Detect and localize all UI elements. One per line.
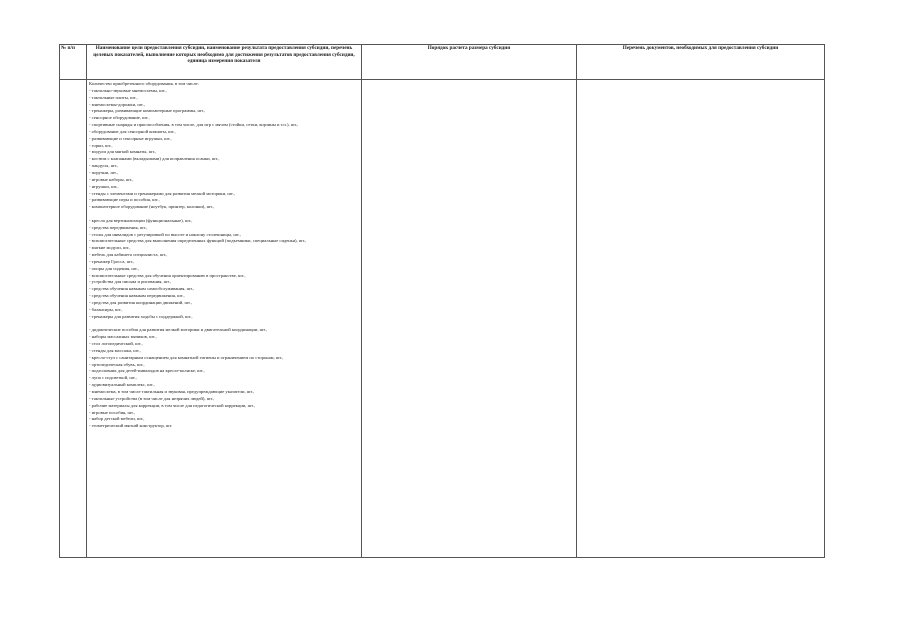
list-item: - средства обучения навыкам передвижения, шт., (89, 293, 185, 299)
list-item: - игровые наборы, шт., (89, 176, 134, 182)
list-item: - развивающие и сенсорные игрушки, шт., (89, 135, 172, 141)
list-item: - горки, шт., (89, 142, 113, 148)
list-item: - рабочие материалы для коррекции, в том числе для педагогической коррекции, шт., (89, 402, 256, 408)
cell-documents (577, 80, 825, 558)
list-item: - тактильные устройства (в том числе для незрячих людей), шт., (89, 395, 215, 401)
subsidy-table (59, 44, 825, 558)
list-item: - мебель для кабинета специалиста, шт., (89, 252, 168, 258)
list-item: - кресло-стул с санитарным оснащением для комнатной гигиены и ограничением по сторонам, шт., (89, 354, 284, 360)
list-item: - поручни, шт., (89, 169, 118, 175)
list-item: - развивающие игры и пособия, шт., (89, 197, 160, 203)
list-item: - средства для развития координации движений, шт., (89, 300, 192, 305)
list-item: - балансиры, шт., (89, 306, 123, 312)
list-item: - мнемосхемы-дорожки, шт., (89, 101, 145, 107)
list-item: - кресла для вертикализации (функциональные), шт., (89, 217, 193, 223)
list-item: - стенды для массажа, шт., (89, 347, 141, 353)
list-item: - набор детской мебели, шт., (89, 416, 145, 422)
list-item: - наборы массажных мячиков, шт., (89, 334, 157, 340)
header-documents: Перечень документов, необходимых для предоставления субсидии (577, 45, 825, 80)
header-name: Наименование цели предоставления субсидии, наименование результата предоставления субсидии, перечень целевых показателей, выполнение которых необходимо для достижения результатов предоставления субсидии, единица измерения показателя (87, 45, 362, 80)
list-item: - спортивные снаряды и приспособления, в том числе, для игр с мячом (стойки, сетки, корзины и т.п.), шт., (89, 122, 299, 128)
list-item: - мягкие модули, шт., (89, 245, 131, 251)
list-item: - дидактические пособия для развития мелкой моторики и двигательной координации, шт., (89, 327, 268, 333)
list-item: - вспомогательные средства для выполнения определенных функций (подъемники, специальные сиденья), шт., (89, 238, 307, 244)
list-item: - тактильно-звуковые мнемосхемы, шт., (89, 87, 167, 93)
list-item: Количество приобретенного оборудования, в том числе: (89, 81, 199, 86)
list-item: - подголовник для детей-инвалидов на кресле-коляске, шт., (89, 368, 205, 374)
table-header-row (60, 45, 825, 80)
list-item: - стол логопедический, шт., (89, 341, 143, 347)
header-calculation: Порядок расчета размера субсидии (362, 45, 577, 80)
list-item: - тренажеры для развития ходьбы с поддержкой, шт., (89, 313, 193, 319)
indicator-list (87, 80, 361, 430)
list-item: - сенсорное оборудование, шт., (89, 115, 150, 121)
list-item: - пандусы, шт., (89, 163, 119, 169)
cell-indicators (87, 80, 362, 558)
list-item: - оборудование для сенсорной комнаты, шт., (89, 128, 176, 134)
list-item: - игровые пособия, шт., (89, 409, 135, 415)
list-item: - модули для мягкой комнаты, шт., (89, 149, 157, 155)
list-item: - средства передвижения, шт., (89, 224, 148, 230)
list-item: - стенды с элементами и тренажерами для развития мелкой моторики, шт., (89, 190, 235, 196)
list-item: - ортопедическая обувь, шт., (89, 361, 145, 367)
list-item: - тренажеры, развивающие компьютерные программы, шт., (89, 108, 206, 114)
list-item: - лупа с подсветкой, шт., (89, 375, 137, 381)
cell-number (60, 80, 87, 558)
list-item: - аудиовизуальный комплекс, шт., (89, 382, 155, 388)
list-item: - устройства для письма и рисования, шт., (89, 279, 172, 285)
cell-calculation (362, 80, 577, 558)
list-item: - компьютерное оборудование (ноутбук, принтер, колонки), шт., (89, 204, 215, 210)
list-item: - костюм с клапанами (вкладышами) для исправления осанки, шт., (89, 156, 220, 162)
list-item: - геометрический мягкий конструктор, шт. (89, 423, 173, 429)
list-item: - столы для инвалидов с регулировкой по высоте и наклону столешницы, шт., (89, 231, 241, 237)
table-row (60, 80, 825, 558)
list-item: - тренажер Гросса, шт., (89, 258, 135, 264)
document-sheet (59, 44, 824, 557)
list-item: - мнемосхема, в том числе тактильная и звуковая, предупреждающие указатели, шт., (89, 388, 255, 394)
header-number: № п/п (60, 45, 87, 80)
list-gap (89, 211, 359, 218)
list-item: - тактильные плиты, шт., (89, 94, 138, 100)
list-item: - игрушки, шт., (89, 183, 119, 189)
list-item: - средства обучения навыкам самообслуживания, шт., (89, 286, 195, 292)
list-item: - вспомогательные средства для обучения ориентированию в пространстве, шт., (89, 272, 246, 278)
list-gap (89, 321, 359, 328)
list-item: - опоры для сидения, шт., (89, 265, 139, 271)
